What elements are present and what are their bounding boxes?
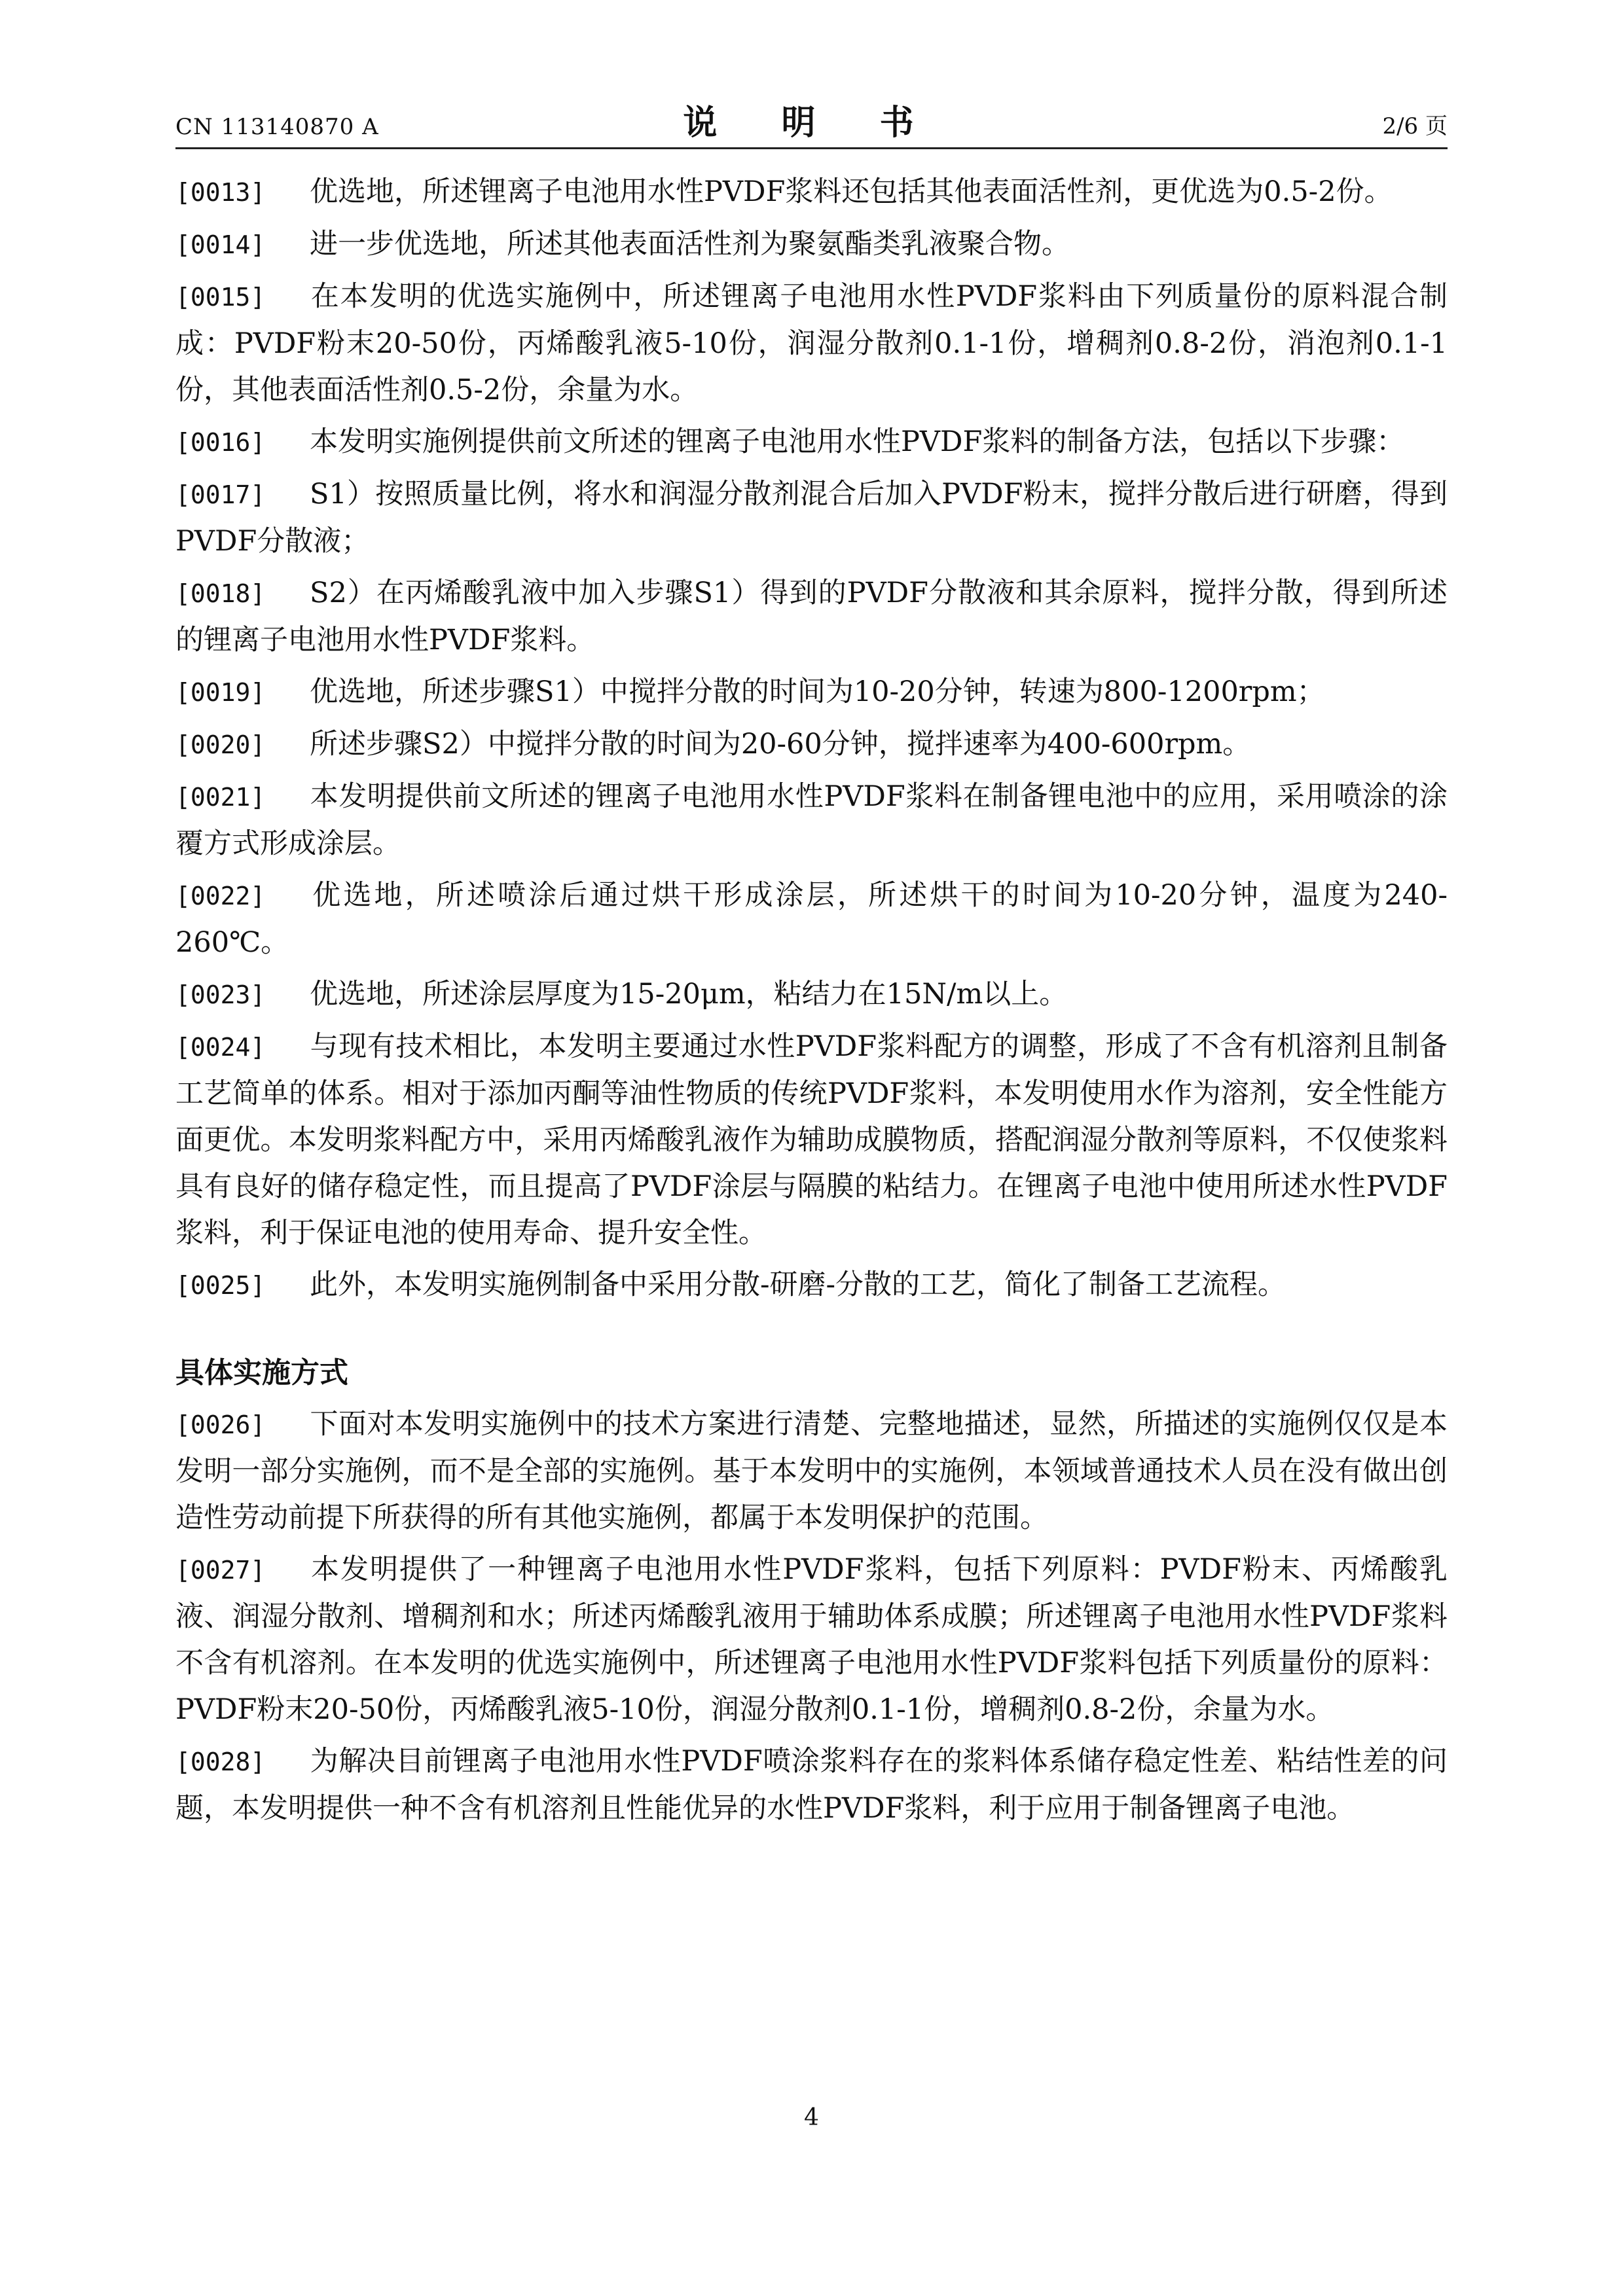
- paragraph-number: [0021]: [175, 783, 266, 812]
- paragraph-text: S2）在丙烯酸乳液中加入步骤S1）得到的PVDF分散液和其余原料，搅拌分散，得到所述的锂离子电池用水性PVDF浆料。: [175, 577, 1448, 656]
- paragraph-number: [0014]: [175, 230, 266, 259]
- paragraph-text: 优选地，所述喷涂后通过烘干形成涂层，所述烘干的时间为10-20分钟，温度为240-260℃。: [175, 879, 1448, 959]
- patent-number: CN 113140870 A: [175, 114, 379, 140]
- paragraph-number: [0024]: [175, 1033, 266, 1062]
- paragraph-number: [0019]: [175, 678, 266, 707]
- page-header: [175, 97, 1448, 149]
- paragraph-group-embodiments: [175, 1401, 1448, 1832]
- paragraph-text: 下面对本发明实施例中的技术方案进行清楚、完整地描述，显然，所描述的实施例仅仅是本发明一部分实施例，而不是全部的实施例。基于本发明中的实施例，本领域普通技术人员在没有做出创造性劳动前提下所获得的所有其他实施例，都属于本发明保护的范围。: [175, 1408, 1448, 1534]
- paragraph-text: 本发明实施例提供前文所述的锂离子电池用水性PVDF浆料的制备方法，包括以下步骤：: [310, 425, 1405, 458]
- document-body: [175, 169, 1448, 1837]
- paragraph: [175, 971, 1448, 1018]
- paragraph: [175, 471, 1448, 565]
- paragraph: [175, 1547, 1448, 1733]
- paragraph: [175, 1024, 1448, 1257]
- paragraph-text: 进一步优选地，所述其他表面活性剂为聚氨酯类乳液聚合物。: [310, 228, 1070, 260]
- paragraph: [175, 1262, 1448, 1309]
- paragraph-number: [0013]: [175, 178, 266, 207]
- paragraph: [175, 774, 1448, 867]
- paragraph-text: S1）按照质量比例，将水和润湿分散剂混合后加入PVDF粉末，搅拌分散后进行研磨，得到PVDF分散液；: [175, 478, 1448, 558]
- paragraph-text: 优选地，所述涂层厚度为15-20μm，粘结力在15N/m以上。: [310, 978, 1068, 1011]
- paragraph: [175, 1401, 1448, 1541]
- paragraph-text: 优选地，所述锂离子电池用水性PVDF浆料还包括其他表面活性剂，更优选为0.5-2份。: [310, 175, 1393, 208]
- paragraph: [175, 872, 1448, 966]
- paragraph-number: [0020]: [175, 730, 266, 759]
- paragraph: [175, 221, 1448, 268]
- paragraph-number: [0017]: [175, 480, 266, 509]
- paragraph: [175, 169, 1448, 216]
- paragraph-text: 本发明提供了一种锂离子电池用水性PVDF浆料，包括下列原料：PVDF粉末、丙烯酸乳液、润湿分散剂、增稠剂和水；所述丙烯酸乳液用于辅助体系成膜；所述锂离子电池用水性PVDF浆料不含有机溶剂。在本发明的优选实施例中，所述锂离子电池用水性PVDF浆料包括下列质量份的原料：PVDF粉末20-50份，丙烯酸乳液5-10份，润湿分散剂0.1-1份，增稠剂0.8-2份，余量为水。: [175, 1553, 1448, 1726]
- paragraph-number: [0015]: [175, 283, 266, 312]
- section-heading: 具体实施方式: [175, 1356, 348, 1390]
- header-divider: [175, 147, 1448, 149]
- paragraph-number: [0018]: [175, 579, 266, 608]
- paragraph-number: [0027]: [175, 1556, 266, 1585]
- paragraph-text: 所述步骤S2）中搅拌分散的时间为20-60分钟，搅拌速率为400-600rpm。: [310, 728, 1251, 761]
- page-number: 4: [804, 2104, 819, 2131]
- paragraph: [175, 274, 1448, 414]
- paragraph: [175, 721, 1448, 768]
- paragraph: [175, 1738, 1448, 1832]
- paragraph-text: 优选地，所述步骤S1）中搅拌分散的时间为10-20分钟，转速为800-1200rpm；: [310, 675, 1325, 708]
- paragraph-number: [0028]: [175, 1748, 266, 1776]
- document-title: 说 明 书: [683, 103, 940, 143]
- page-indicator: 2/6 页: [1382, 113, 1448, 139]
- paragraph-text: 在本发明的优选实施例中，所述锂离子电池用水性PVDF浆料由下列质量份的原料混合制成：PVDF粉末20-50份，丙烯酸乳液5-10份，润湿分散剂0.1-1份，增稠剂0.8-2份，消泡剂0.1-1份，其他表面活性剂0.5-2份，余量为水。: [175, 280, 1448, 406]
- paragraph-text: 本发明提供前文所述的锂离子电池用水性PVDF浆料在制备锂电池中的应用，采用喷涂的涂覆方式形成涂层。: [175, 780, 1448, 860]
- paragraph: [175, 570, 1448, 664]
- page-footer: [0, 2104, 1623, 2131]
- paragraph-number: [0023]: [175, 980, 266, 1009]
- paragraph-number: [0026]: [175, 1410, 266, 1439]
- paragraph-group-summary: [175, 169, 1448, 1309]
- paragraph-text: 此外，本发明实施例制备中采用分散-研磨-分散的工艺，简化了制备工艺流程。: [310, 1268, 1286, 1301]
- paragraph-text: 与现有技术相比，本发明主要通过水性PVDF浆料配方的调整，形成了不含有机溶剂且制备工艺简单的体系。相对于添加丙酮等油性物质的传统PVDF浆料，本发明使用水作为溶剂，安全性能方面更优。本发明浆料配方中，采用丙烯酸乳液作为辅助成膜物质，搭配润湿分散剂等原料，不仅使浆料具有良好的储存稳定性，而且提高了PVDF涂层与隔膜的粘结力。在锂离子电池中使用所述水性PVDF浆料，利于保证电池的使用寿命、提升安全性。: [175, 1030, 1448, 1249]
- paragraph: [175, 669, 1448, 716]
- paragraph-number: [0016]: [175, 428, 266, 457]
- paragraph-text: 为解决目前锂离子电池用水性PVDF喷涂浆料存在的浆料体系储存稳定性差、粘结性差的问题，本发明提供一种不含有机溶剂且性能优异的水性PVDF浆料，利于应用于制备锂离子电池。: [175, 1745, 1448, 1825]
- paragraph-number: [0022]: [175, 882, 266, 910]
- paragraph-number: [0025]: [175, 1271, 266, 1300]
- paragraph: [175, 419, 1448, 466]
